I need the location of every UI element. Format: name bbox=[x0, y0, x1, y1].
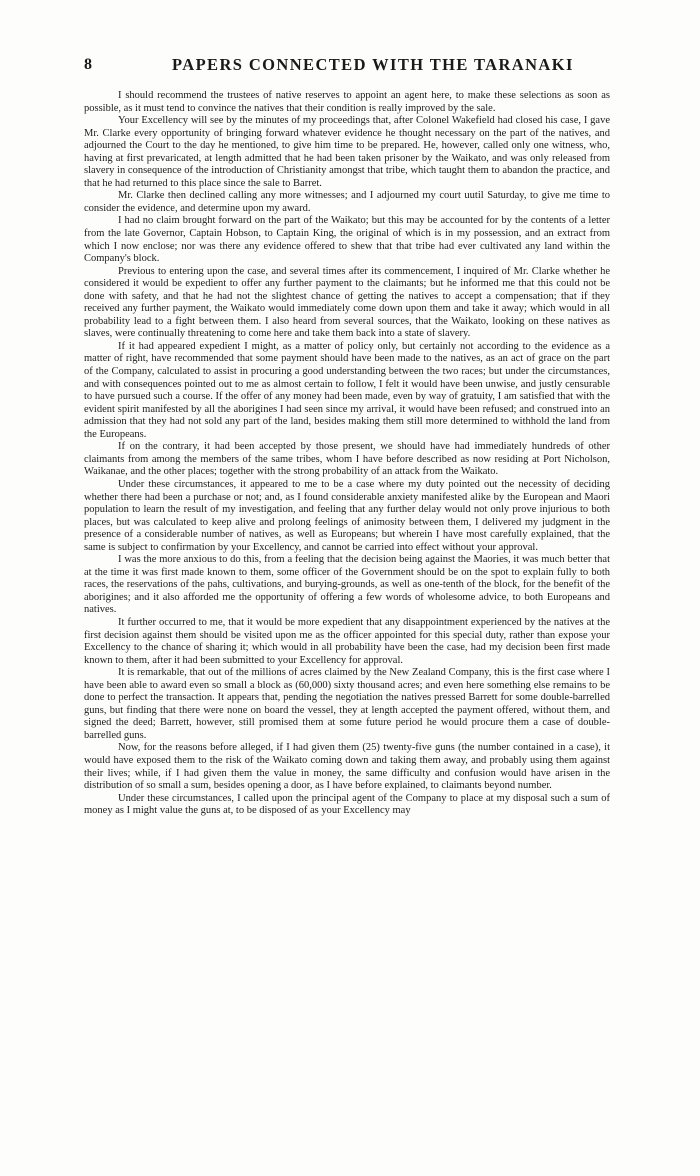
paragraph: It is remarkable, that out of the millions of acres claimed by the New Zealand Company, this is the first case where I have been able to award even so small a block as (60,000) sixty thousand acres; and even here something else remains to be done to perfect the transaction. It appears that, pending the negotiation the natives pressed Barrett for some double-barrelled guns, but finding that there were none on board the vessel, they at length accepted the payment offered, without them, and signed the deed; Barrett, however, still promised them at some future period he would procure them a case of double-barrelled guns. bbox=[84, 667, 610, 741]
body-text bbox=[84, 90, 610, 818]
paragraph: Under these circumstances, I called upon the principal agent of the Company to place at my disposal such a sum of money as I might value the guns at, to be disposed of as your Excellency may bbox=[84, 792, 610, 817]
paragraph: It further occurred to me, that it would be more expedient that any disappointment experienced by the natives at the first decision against them should be visited upon me as the officer appointed for this special duty, rather than expose your Excellency to the chance of sharing it; which would in all probability have been the case, had my decision been first made known to them, after it had been submitted to your Excellency for approval. bbox=[84, 616, 610, 666]
paragraph: If it had appeared expedient I might, as a matter of policy only, but certainly not according to the evidence as a matter of right, have recommended that some payment should have been made to the natives, as an act of grace on the part of the Company, calculated to assist in procuring a good understanding between the two races; but under the circumstances, and with consequences pointed out to me as almost certain to follow, I felt it would have been unwise, and justly censurable to have pursued such a course. If the offer of any money had been made, even by way of gratuity, I am satisfied that with the evident spirit manifested by all the aborigines I had seen since my arrival, it would have been refused; and construed into an admission that they had not sold any part of the land, besides making them still more determined to withhold the land from the Europeans. bbox=[84, 340, 610, 440]
paragraph: I had no claim brought forward on the part of the Waikato; but this may be accounted for by the contents of a letter from the late Governor, Captain Hobson, to Captain King, the original of which is in my possession, and an extract from which I now enclose; nor was there any evidence offered to shew that that tribe had ever cultivated any land within the Company's block. bbox=[84, 215, 610, 265]
paragraph: If on the contrary, it had been accepted by those present, we should have had immediately hundreds of other claimants from among the members of the same tribes, whom I have before described as now residing at Port Nicholson, Waikanae, and the other places; together with the strong probability of an attack from the Waikato. bbox=[84, 441, 610, 478]
paragraph: Mr. Clarke then declined calling any more witnesses; and I adjourned my court uutil Saturday, to give me time to consider the evidence, and determine upon my award. bbox=[84, 190, 610, 214]
paragraph: Your Excellency will see by the minutes of my proceedings that, after Colonel Wakefield had closed his case, I gave Mr. Clarke every opportunity of bringing forward whatever evidence he thought necessary on the part of the natives, and adjourned the Court to the day he mentioned, to give him time to be prepared. He, however, called only one witness, who, having at first prevaricated, at length admitted that he had been taken prisoner by the Waikato, and was only released from slavery in consequence of the introduction of Christianity amongst that tribe, which taught them to abandon the practice, and that he had returned to this place since the sale to Barret. bbox=[84, 115, 610, 189]
paragraph: Under these circumstances, it appeared to me to be a case where my duty pointed out the necessity of deciding whether there had been a purchase or not; and, as I found considerable anxiety manifested alike by the European and Maori population to learn the result of my investigation, and feeling that any further delay would not only prove injurious to both places, but was calculated to keep alive and prolong feelings of animosity between them, I delivered my judgment in the presence of a considerable number of natives, as well as Europeans; but wherein I have most carefully explained, that the same is subject to confirmation by your Excellency, and cannot be carried into effect without your approval. bbox=[84, 478, 610, 553]
paragraph: Now, for the reasons before alleged, if I had given them (25) twenty-five guns (the number contained in a case), it would have exposed them to the risk of the Waikato coming down and taking them away, and probably using them against their lives; while, if I had given them the value in money, the same difficulty and confusion would have arisen in the distribution of so small a sum, besides opening a door, as I have before explained, to claimants beyond number. bbox=[84, 742, 610, 792]
page-number: 8 bbox=[84, 56, 92, 73]
paragraph: I was the more anxious to do this, from a feeling that the decision being against the Maories, it was much better that at the time it was first made known to them, some officer of the Government should be on the spot to explain fully to both races, the reservations of the pahs, cultivations, and burying-grounds, as well as one-tenth of the block, for the benefit of the aborigines; and it also afforded me the opportunity of offering a few words of wholesome advice, to both Europeans and natives. bbox=[84, 554, 610, 616]
paragraph: I should recommend the trustees of native reserves to appoint an agent here, to make these selections as soon as possible, as it must tend to convince the natives that their condition is really improved by the sale. bbox=[84, 90, 610, 114]
paragraph: Previous to entering upon the case, and several times after its commencement, I inquired of Mr. Clarke whether he considered it would be expedient to offer any further payment to the claimants; but he informed me that this could not be done with safety, and that he had not the slightest chance of getting the natives to accept a compensation; that if they received any further payment, the Waikato would immediately come down upon them and take it away; which would in all probability lead to a fight between them. I also heard from several sources, that the Waikato, looking on these natives as slaves, were continually threatening to come here and take them back into a state of slavery. bbox=[84, 265, 610, 340]
page-header bbox=[0, 54, 700, 76]
running-head: PAPERS CONNECTED WITH THE TARANAKI bbox=[172, 55, 574, 74]
